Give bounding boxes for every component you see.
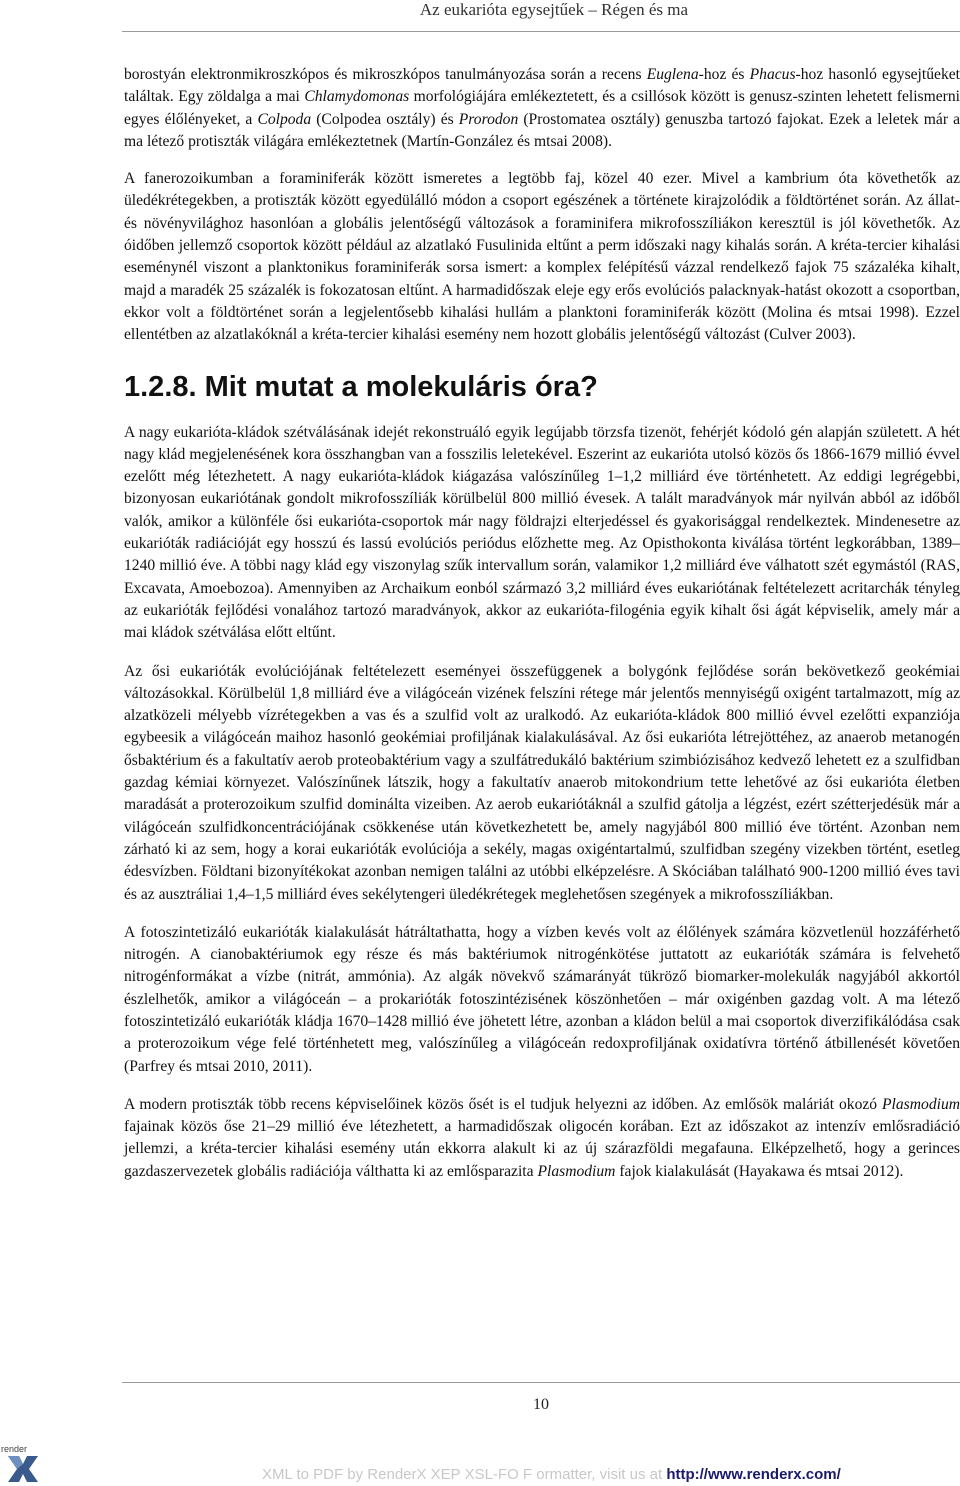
paragraph-fossil-amber: borostyán elektronmikroszkópos és mikroszkópos tanulmányozása során a recens Euglena-hoz és Phacus-hoz hasonló egysejtűeket találtak. Egy zöldalga a mai Chlamydomonas morfológiájára emlékeztetett, és a csillósok között is genusz-szinten lehetett felismerni egyes élőlényeket, a Colpoda (Colpodea osztály) és Prorodon (Prostomatea osztály) genuszba tartozó fajokat. Ezek a leletek már a ma létező protiszták világára emlékeztetnek (Martín-González és mtsai 2008).: [124, 66, 960, 150]
footer-rule: [122, 1382, 960, 1383]
taxon-phacus: Phacus: [749, 66, 796, 83]
producer-credit: XML to PDF by RenderX XEP XSL-FO F ormatter, visit us at http://www.renderx.com/: [262, 1466, 841, 1483]
header-rule: [122, 31, 960, 32]
taxon-plasmodium: Plasmodium: [882, 1095, 960, 1113]
taxon-plasmodium: Plasmodium: [537, 1162, 616, 1180]
taxon-prorodon: Prorodon: [458, 110, 519, 128]
page-number: 10: [533, 1396, 549, 1413]
section-heading: 1.2.8. Mit mutat a molekuláris óra?: [124, 370, 598, 403]
taxon-euglena: Euglena: [646, 66, 699, 83]
running-header: Az eukarióta egysejtűek – Régen és ma: [419, 0, 688, 19]
logo-word: render: [1, 1444, 28, 1454]
renderx-logo: [0, 1444, 44, 1486]
paragraph-molecular-clock: A nagy eukarióta-kládok szétválásának idejét rekonstruáló egyik legújabb törzsfa tizenöt, fehérjét kódoló gén alapján született. A hét nagy klád megjelenésének kora összhangban van a fosszilis leletekével. Eszerint az eukarióta utolsó közös ős 1866-1679 millió évvel ezelőtt még létezhetett. A nagy eukarióta-kládok kiágazása valószínűleg 1–1,2 milliárd éve történhetett. Az eddigi legrégebbi, bizonyosan eukariótának gondolt mikrofosszíliák körülbelül 800 millió évesek. A talált maradványok már nyilván abból az időből valók, amikor a különféle ősi eukarióta-csoportok már nagy földrajzi elterjedéssel és gyakorisággal rendelkeztek. Mindenesetre az eukarióták radiációját egy hosszú és lassú evolúciós periódus előzhette meg. Az Opisthokonta kiválása történt legkorábban, 1389–1240 millió éve. A többi nagy klád egy viszonylag szűk intervallum során, valamikor 1,2 milliárd éve válhatott szét egymástól (RAS, Excavata, Amoebozoa). Amennyiben az Archaikum eonból származó 3,2 milliárd éves eukariótának feltételezett acritarchák tényleg az eukarióták fejlődési vonalához tartozó maradványok, akkor az eukarióta-filogénia egyik kihalt ősi ágát képviselik, amely már a mai kládok szétválása előtt eltűnt.: [124, 423, 960, 642]
page-content: [124, 64, 960, 1199]
paragraph-geochemistry: Az ősi eukarióták evolúciójának feltételezett eseményei összefüggenek a bolygónk fejlődése során bekövetkező geokémiai változásokkal. Körülbelül 1,8 milliárd éve a világóceán vizének felszíni rétege már jelentős mennyiségű oxigént tartalmazott, míg az alzatközeli mélyebb vízrétegekben a vas és a szulfid volt az uralkodó. Az eukarióta-kládok 800 millió évvel ezelőtti expanziója egybeesik a világóceán maihoz hasonló geokémiai profiljának kialakulásával. Az ősi eukarióta létrejöttéhez, az anaerob metanogén ősbaktérium és a fakultatív aerob proteobaktérium vagy a szulfátredukáló baktérium szimbiózisához kedvező lehetett ez a szulfidban gazdag kémiai környezet. Valószínűnek látszik, hogy a fakultatív anaerob mitokondrium tette lehetővé az ősi eukarióta életben maradását a proterozoikum szulfid dominálta vizeiben. Az aerob eukariótáknál a szulfid gátolja a légzést, ezért szétterjedésük már a világóceán szulfidkoncentrációjának csökkenése után következhetett be, amely nagyjából 800 millió éve történt. Azonban nem zárható ki az sem, hogy a korai eukarióták evolúciója a sekély, magas oxigéntartalmú, szulfidban szegény vizekben történt, esetleg édesvízben. Földtani bizonyítékokat azonban nemigen találni az utóbbi elképzelésre. A Skóciában található 900-1200 millió éves tavi és az ausztráliai 1,4–1,5 milliárd éves sekélytengeri üledékrétegek meglehetősen szegények a mikrofosszíliákban.: [124, 662, 960, 903]
taxon-chlamydomonas: Chlamydomonas: [304, 88, 410, 106]
renderx-link[interactable]: http://www.renderx.com/: [666, 1466, 841, 1483]
paragraph-foraminifera: A fanerozoikumban a foraminiferák között ismeretes a legtöbb faj, közel 40 ezer. Mivel a kambrium óta követhetők az üledékrétegekben, a protiszták között egyedülálló módon a csoport egészének a története kirajzolódik a földtörténet során. Az állat- és növényvilághoz hasonlóan a globális jelentőségű változások a foraminifera mikrofosszíliákon keresztül is jól követhetők. Az óidőben jellemző csoportok között például az alzatlakó Fusulinida eltűnt a perm időszaki nagy kihalás során. A kréta-tercier kihalási eseménynél viszont a planktonikus foraminiferák sorsa ismert: a komplex felépítésű vázzal rendelkező fajok 75 százaléka kihalt, majd a maradék 25 százalék is fokozatosan eltűnt. A harmadidőszak eleje egy erős evolúciós palacknyak-hatást okozott a csoportban, ekkor volt a földtörténet során a legjelentősebb kihalási hullám a planktoni foraminiferák között (Molina és mtsai 1998). Ezzel ellentétben az alzatlakóknál a kréta-tercier kihalási esemény nem hozott globális jelentőségű változást (Culver 2003).: [124, 170, 960, 344]
paragraph-plasmodium: A modern protiszták több recens képviselőinek közös ősét is el tudjuk helyezni az időben. Az emlősök maláriát okozó Plasmodium fajainak közös őse 21–29 millió éve létezhetett, a harmadidőszak oligocén korában. Ezt az időszakot az intenzív emlősradiáció jellemzi, a kréta-tercier kihalási esemény után ekkorra alakult ki az új szárazföldi megafauna. Elképzelhető, hogy a gerinces gazdaszervezetek globális radiációja válthatta ki az emlősparazita Plasmodium fajok kialakulását (Hayakawa és mtsai 2012).: [124, 1095, 960, 1180]
taxon-colpoda: Colpoda: [257, 110, 312, 128]
paragraph-photosynthesis: A fotoszintetizáló eukarióták kialakulását hátráltathatta, hogy a vízben kevés volt az élőlények számára közvetlenül hozzáférhető nitrogén. A cianobaktériumok egy része és más baktériumok nitrogénkötése juttatott az eukarióták számára is felvehető nitrogénformákat a vízbe (nitrát, ammónia). Az algák növekvő számarányát tükröző biomarker-molekulák nagyjából akkortól észlelhetők, amikor a világóceán – a prokarióták fotoszintézisének köszönhetően – már oxigénben gazdag volt. A ma létező fotoszintetizáló eukarióták kládja 1670–1428 millió éve jöhetett létre, azonban a kládon belül a mai csoportok diverzifikálódása csak a proterozoikum vége felé történhetett meg, valószínűleg a világóceán redoxprofiljának oxidatívra történő átbillenését követően (Parfrey és mtsai 2010, 2011).: [124, 923, 960, 1075]
renderx-x-icon: [6, 1454, 40, 1484]
